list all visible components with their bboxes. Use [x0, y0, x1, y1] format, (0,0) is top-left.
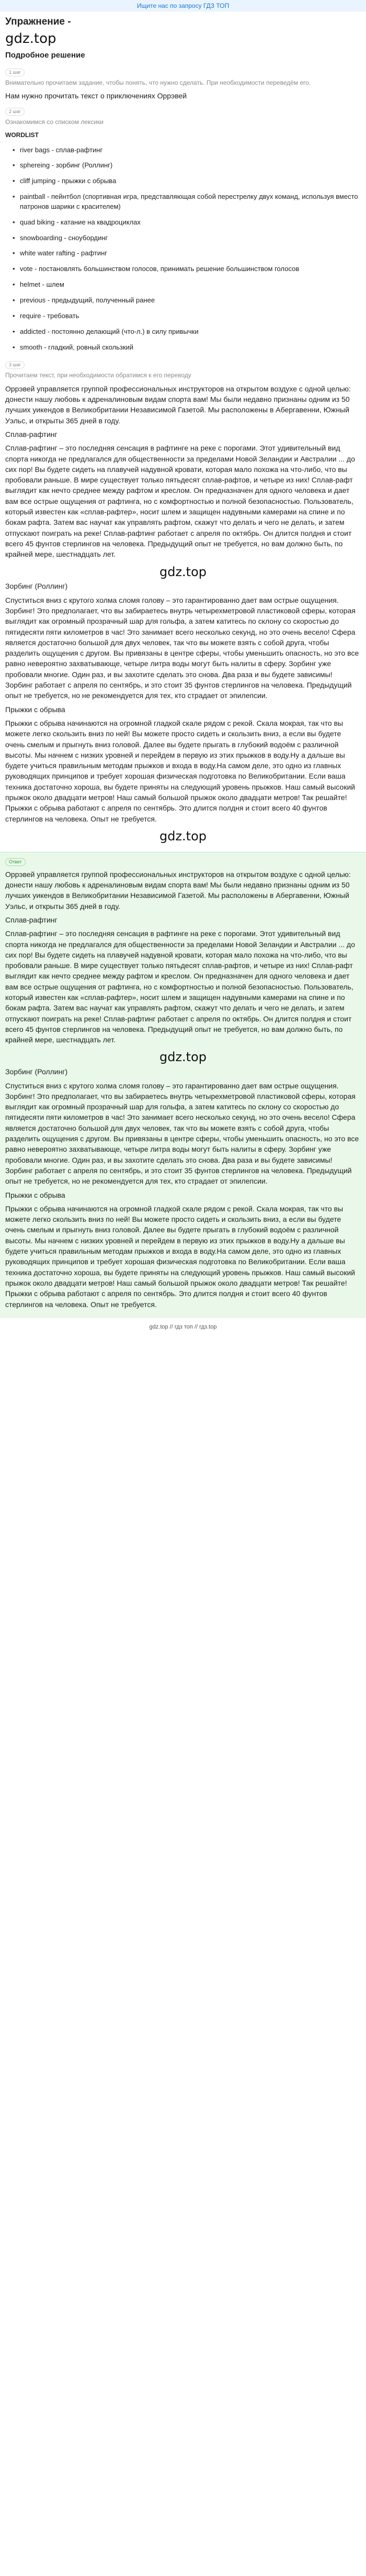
step-1-text: Нам нужно прочитать текст о приключениях Оррэвей — [5, 92, 187, 100]
word-item: • vote - постановлять большинством голосов, принимать решение большинством голосов — [20, 264, 361, 274]
step-2-badge: 2 шаг — [5, 108, 25, 116]
step-3-badge: 3 шаг — [5, 361, 25, 369]
step-1-badge: 1 шаг — [5, 69, 25, 76]
step-2 — [5, 105, 361, 353]
wordlist — [5, 145, 361, 353]
section-heading: Сплав-рафтинг — [5, 430, 58, 438]
word-item: • quad biking - катание на квадроциклах — [20, 218, 361, 228]
word-item: • snowboarding - сноубординг — [20, 233, 361, 243]
answer-paragraph: Прыжки с обрыва начинаются на огромной гладкой скале рядом с рекой. Скала мокрая, так что вы можете легко скользить вниз по ней! Вы можете просто сидеть и скользить вниз, а если вы будете очень смелым и прыгнуть вниз головой. Далее вы будете прыгать в глубокий водоём с различной высоты. Мы начнем с низких уровней и перейдем в первую из этих прыжков в воду.Ну а дальше вы будете учиться правильным методам прыжков и входа в воду.На самом деле, это одно из главных руководящих принципов и требует хорошая физическая подготовка по Великобритании. Если ваша техника достаточно хороша, вы будете приняты на следующий уровень прыжков. Наш самый высокий прыжок около двадцати метров! Наш самый большой прыжок около двадцати метров! Так решайте! Прыжки с обрыва работают с апреля по сентябрь. Это длится полдня и стоит всего 40 фунтов стерлингов на человека. Опыт не требуется. — [5, 1204, 356, 1309]
section-heading: Зорбинг (Роллинг) — [5, 582, 68, 591]
word-item: • river bags - сплав-рафтинг — [20, 145, 361, 155]
page-content — [0, 12, 366, 1336]
watermark: gdz.top — [5, 30, 56, 47]
word-item: • white water rafting - рафтинг — [20, 249, 361, 258]
word-item: • helmet - шлем — [20, 280, 361, 290]
watermark: gdz.top — [159, 828, 207, 843]
word-item: • addicted - постоянно делающий (что-л.) в силу привычки — [20, 327, 361, 337]
step-3 — [5, 358, 361, 845]
answer-block — [0, 852, 366, 1318]
text-paragraph: Спуститься вниз с крутого холма сломя голову – это гарантированно дает вам острые ощущения. Зорбинг! Это предполагает, что вы забираетесь внутрь четырехметровой пластиковой сферы, которая выглядит как огромный прозрачный шар для гольфа, а затем катитесь по склону со скоростью до пятидесяти пяти километров в час! Это занимает всего несколько секунд, но это очень весело! Сфера является достаточно большой для двух человек, так что вы можете взять с собой друга, чтобы разделить ощущения с другом. Вы привязаны в центре сферы, чтобы уменьшить опасность, но это все равно невероятно захватывающе, четыре литра воды могут быть налиты в сферу. Зорбинг уже пробовали многие. Один раз, и вы захотите сделать это снова. Два раза и вы будете зависимы! Зорбинг работает с апреля по сентябрь, и это стоит 35 фунтов стерлингов на человека. Предыдущий опыт не требуется, но не рекомендуется для тех, кто страдает от эпилепсии. — [5, 595, 359, 700]
footer: gdz.top // гдз топ // гдз.top — [149, 1323, 217, 1330]
text-paragraph: Сплав-рафтинг – это последняя сенсация в рафтинге на реке с порогами. Этот удивительный вид спорта никогда не предлагался для общественности за пределами Новой Зеландии и Австралии ... до сих пор! Вы будете сидеть на плавучей надувной кровати, которая мало похожа на что-либо, что вы пробовали раньше. В мире существует только пятьдесят сплав-рафтов, и четыре из них! Сплав-рафт выглядит как нечто среднее между рафтом и креслом. Он предназначен для одного человека и дает вам все острые ощущения от рафтинга, но с комфортностью и полной безопасностью. Пользователь, который известен как «сплав-рафтер», носит шлем и защищен надувными камерами на спине и по бокам рафта. Затем вас научат как управлять рафтом, скажут что делать и чего не делать, и затем отпускают поиграть на реке! Сплав-рафтинг работает с апреля по октябрь. Он длится полдня и стоит всего 45 фунтов стерлингов на человека. Предыдущий опыт не требуется, но вам должно быть, по крайней мере, шестнадцать лет. — [5, 444, 356, 559]
top-banner[interactable]: Ищите нас по запросу ГДЗ ТОП — [0, 0, 366, 12]
solution-subtitle: Подробное решение — [5, 51, 85, 60]
step-1 — [5, 65, 361, 102]
answer-section-heading: Сплав-рафтинг — [5, 915, 58, 924]
watermark: gdz.top — [159, 564, 207, 579]
word-item: • previous - предыдущий, полученный ранее — [20, 296, 361, 306]
answer-badge: Ответ — [5, 858, 26, 866]
answer-paragraph: Оррэвей управляется группой профессиональных инструкторов на открытом воздухе с одной целью: донести нашу любовь к адреналиновым видам спорта вам! Мы были недавно признаны одним из 50 лучших уикендов в Великобритании Независимой Газетой. Мы расположены в Абергавенни, Южный Уэльс, и открыты 365 дней в году. — [5, 870, 351, 910]
text-paragraph: Прыжки с обрыва начинаются на огромной гладкой скале рядом с рекой. Скала мокрая, так что вы можете легко скользить вниз по ней! Вы можете просто сидеть и скользить вниз, а если вы будете очень смелым и прыгнуть вниз головой. Далее вы будете прыгать в глубокий водоём с различной высоты. Мы начнем с низких уровней и перейдем в первую из этих прыжков в воду.Ну а дальше вы будете учиться правильным методам прыжков и входа в воду.На самом деле, это одно из главных руководящих принципов и требует хорошая физическая подготовка по Великобритании. Если ваша техника достаточно хороша, вы будете приняты на следующий уровень прыжков. Наш самый высокий прыжок около двадцати метров! Наш самый большой прыжок около двадцати метров! Так решайте! Прыжки с обрыва работают с апреля по сентябрь. Это длится полдня и стоит всего 40 фунтов стерлингов на человека. Опыт не требуется. — [5, 718, 356, 823]
step-2-hint: Ознакомимся со списком лексики — [5, 118, 104, 126]
answer-section-heading: Прыжки с обрыва — [5, 1190, 65, 1199]
answer-paragraph: Спуститься вниз с крутого холма сломя голову – это гарантированно дает вам острые ощущения. Зорбинг! Это предполагает, что вы забираетесь внутрь четырехметровой пластиковой сферы, которая выглядит как огромный прозрачный шар для гольфа, а затем катитесь по склону со скоростью до пятидесяти пяти километров в час! Это занимает всего несколько секунд, но это очень весело! Сфера является достаточно большой для двух человек, так что вы можете взять с собой друга, чтобы разделить ощущения с другом. Вы привязаны в центре сферы, чтобы уменьшить опасность, но это все равно невероятно захватывающе, четыре литра воды могут быть налиты в сферу. Зорбинг уже пробовали многие. Один раз, и вы захотите сделать это снова. Два раза и вы будете зависимы! Зорбинг работает с апреля по сентябрь, и это стоит 35 фунтов стерлингов на человека. Предыдущий опыт не требуется, но не рекомендуется для тех, кто страдает от эпилепсии. — [5, 1081, 359, 1186]
section-heading: Прыжки с обрыва — [5, 705, 65, 714]
step-1-hint: Внимательно прочитаем задание, чтобы понять, что нужно сделать. При необходимости переведём его. — [5, 79, 311, 87]
word-item: • sphereing - зорбинг (Роллинг) — [20, 161, 361, 171]
wordlist-title: WORDLIST — [5, 131, 39, 139]
word-item: • smooth - гладкий, ровный скользкий — [20, 343, 361, 353]
watermark: gdz.top — [159, 1050, 207, 1065]
exercise-title: Упражнение - — [5, 16, 71, 27]
word-item: • paintball - пейнтбол (спортивная игра, представляющая собой перестрелку двух команд, используя вместо патронов шарики с красителем) — [20, 192, 361, 212]
word-item: • cliff jumping - прыжки с обрыва — [20, 176, 361, 186]
answer-section-heading: Зорбинг (Роллинг) — [5, 1067, 68, 1076]
text-paragraph: Оррэвей управляется группой профессиональных инструкторов на открытом воздухе с одной целью: донести нашу любовь к адреналиновым видам спорта вам! Мы были недавно признаны одним из 50 лучших уикендов в Великобритании Независимой Газетой. Мы расположены в Абергавенни, Южный Уэльс, и открыты 365 дней в году. — [5, 384, 351, 425]
word-item: • require - требовать — [20, 311, 361, 321]
answer-paragraph: Сплав-рафтинг – это последняя сенсация в рафтинге на реке с порогами. Этот удивительный вид спорта никогда не предлагался для общественности за пределами Новой Зеландии и Австралии ... до сих пор! Вы будете сидеть на плавучей надувной кровати, которая мало похожа на что-либо, что вы пробовали раньше. В мире существует только пятьдесят сплав-рафтов, и четыре из них! Сплав-рафт выглядит как нечто среднее между рафтом и креслом. Он предназначен для одного человека и дает вам все острые ощущения от рафтинга, но с комфортностью и полной безопасностью. Пользователь, который известен как «сплав-рафтер», носит шлем и защищен надувными камерами на спине и по бокам рафта. Затем вас научат как управлять рафтом, скажут что делать и чего не делать, и затем отпускают поиграть на реке! Сплав-рафтинг работает с апреля по октябрь. Он длится полдня и стоит всего 45 фунтов стерлингов на человека. Предыдущий опыт не требуется, но вам должно быть, по крайней мере, шестнадцать лет. — [5, 929, 356, 1044]
step-3-hint: Прочитаем текст, при необходимости обратимся к его переводу — [5, 372, 191, 379]
